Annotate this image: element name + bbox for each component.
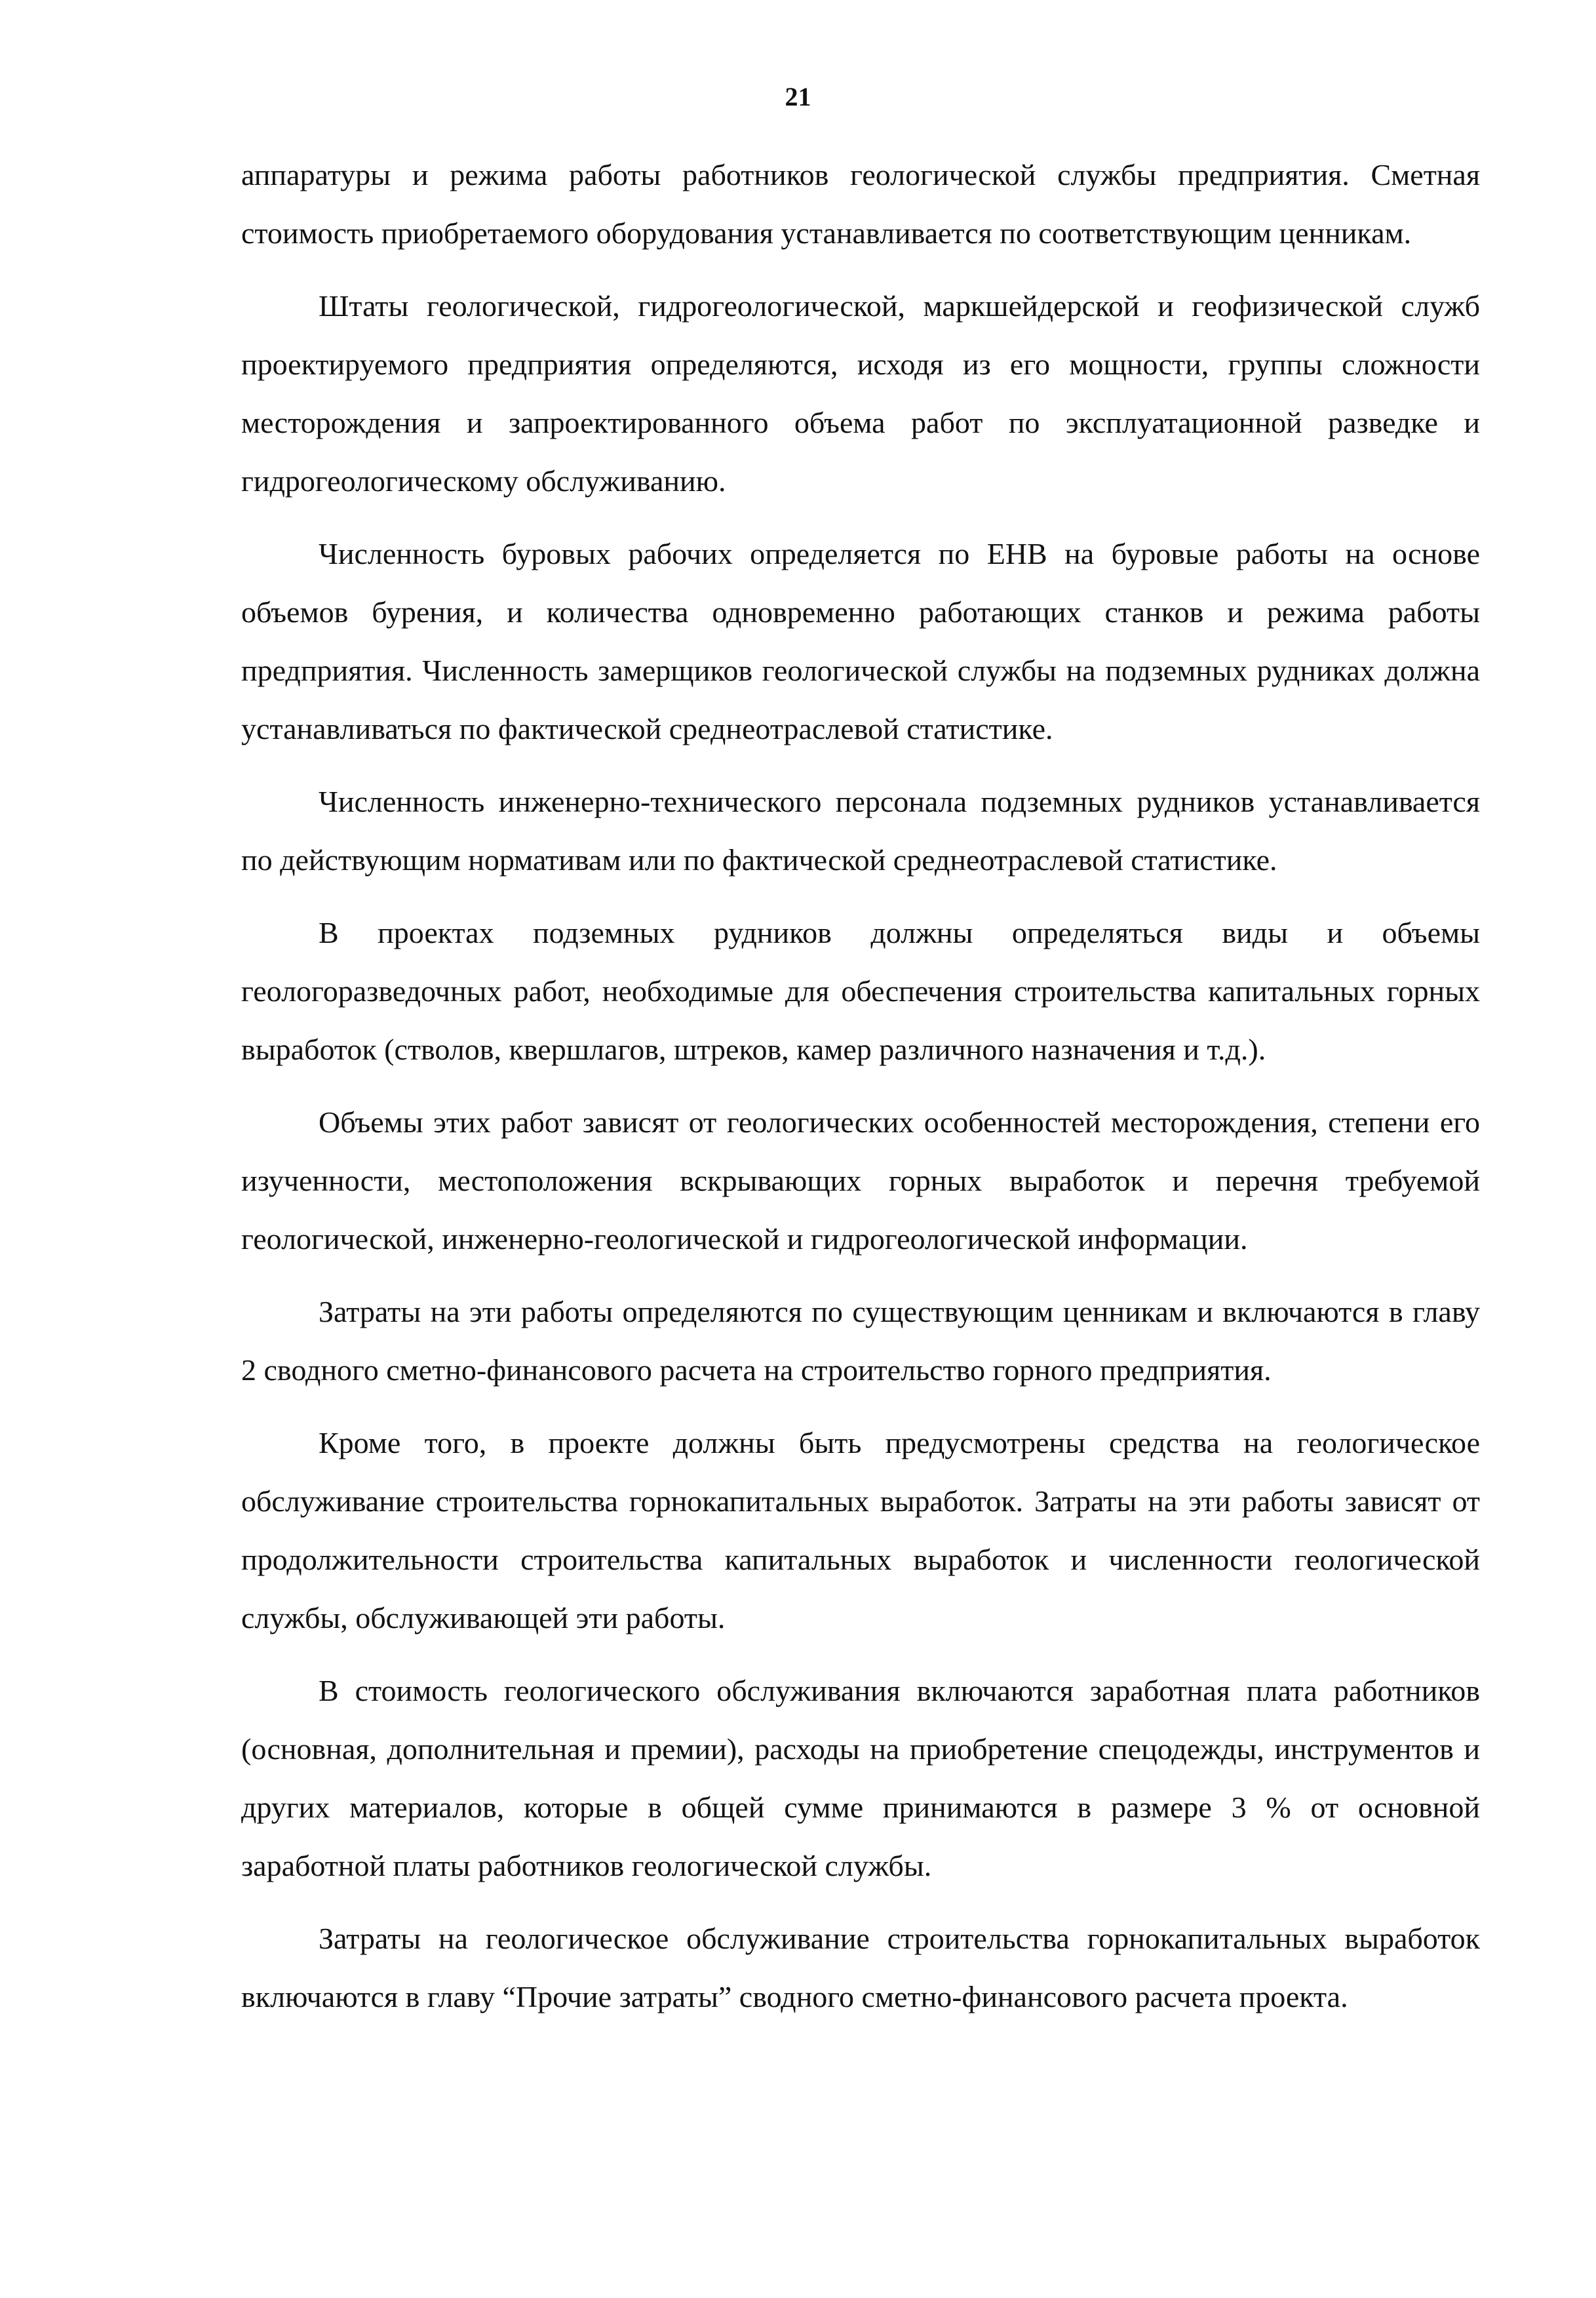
paragraph-continuation: аппаратуры и режима работы работников геологической службы предприятия. Сметная стоимость приобретаемого оборудования устанавливается по соответствующим ценникам. — [241, 158, 1480, 250]
paragraph-engineering-staff: Численность инженерно-технического персонала подземных рудников устанавливается по действующим нормативам или по фактической среднеотраслевой статистике. — [241, 785, 1480, 877]
paragraph-service-funds: Кроме того, в проекте должны быть предусмотрены средства на геологическое обслуживание строительства горнокапитальных выработок. Затраты на эти работы зависят от продолжительности строительства капитальных выработок и численности геологической службы, обслуживающей эти работы. — [241, 1426, 1480, 1634]
paragraph-service-cost-items: В стоимость геологического обслуживания включаются заработная плата работников (основная, дополнительная и премии), расходы на приобретение спецодежды, инструментов и других материалов, которые в общей сумме принимаются в размере 3 % от основной заработной платы работников геологической службы. — [241, 1674, 1480, 1882]
paragraph-staff-structure: Штаты геологической, гидрогеологической, маркшейдерской и геофизической служб проектируемого предприятия определяются, исходя из его мощности, группы сложности месторождения и запроектированного объема работ по эксплуатационной разведке и гидрогеологическому обслуживанию. — [241, 289, 1480, 498]
paragraph-work-volumes: Объемы этих работ зависят от геологических особенностей месторождения, степени его изученности, местоположения вскрывающих горных выработок и перечня требуемой геологической, инженерно-геологической и гидрогеологической информации. — [241, 1105, 1480, 1256]
paragraph-drilling-workers: Численность буровых рабочих определяется по ЕНВ на буровые работы на основе объемов бурения, и количества одновременно работающих станков и режима работы предприятия. Численность замерщиков геологической службы на подземных рудниках должна устанавливаться по фактической среднеотраслевой статистике. — [241, 537, 1480, 745]
page-number: 21 — [785, 82, 811, 111]
paragraph-work-costs: Затраты на эти работы определяются по существующим ценникам и включаются в главу 2 сводного сметно-финансового расчета на строительство горного предприятия. — [241, 1295, 1480, 1387]
paragraph-other-costs: Затраты на геологическое обслуживание строительства горнокапитальных выработок включаются в главу “Прочие затраты” сводного сметно-финансового расчета проекта. — [241, 1922, 1480, 2013]
paragraph-exploration-works: В проектах подземных рудников должны определяться виды и объемы геологоразведочных работ, необходимые для обеспечения строительства капитальных горных выработок (стволов, квершлагов, штреков, камер различного назначения и т.д.). — [241, 916, 1480, 1066]
document-body — [241, 146, 1480, 2040]
